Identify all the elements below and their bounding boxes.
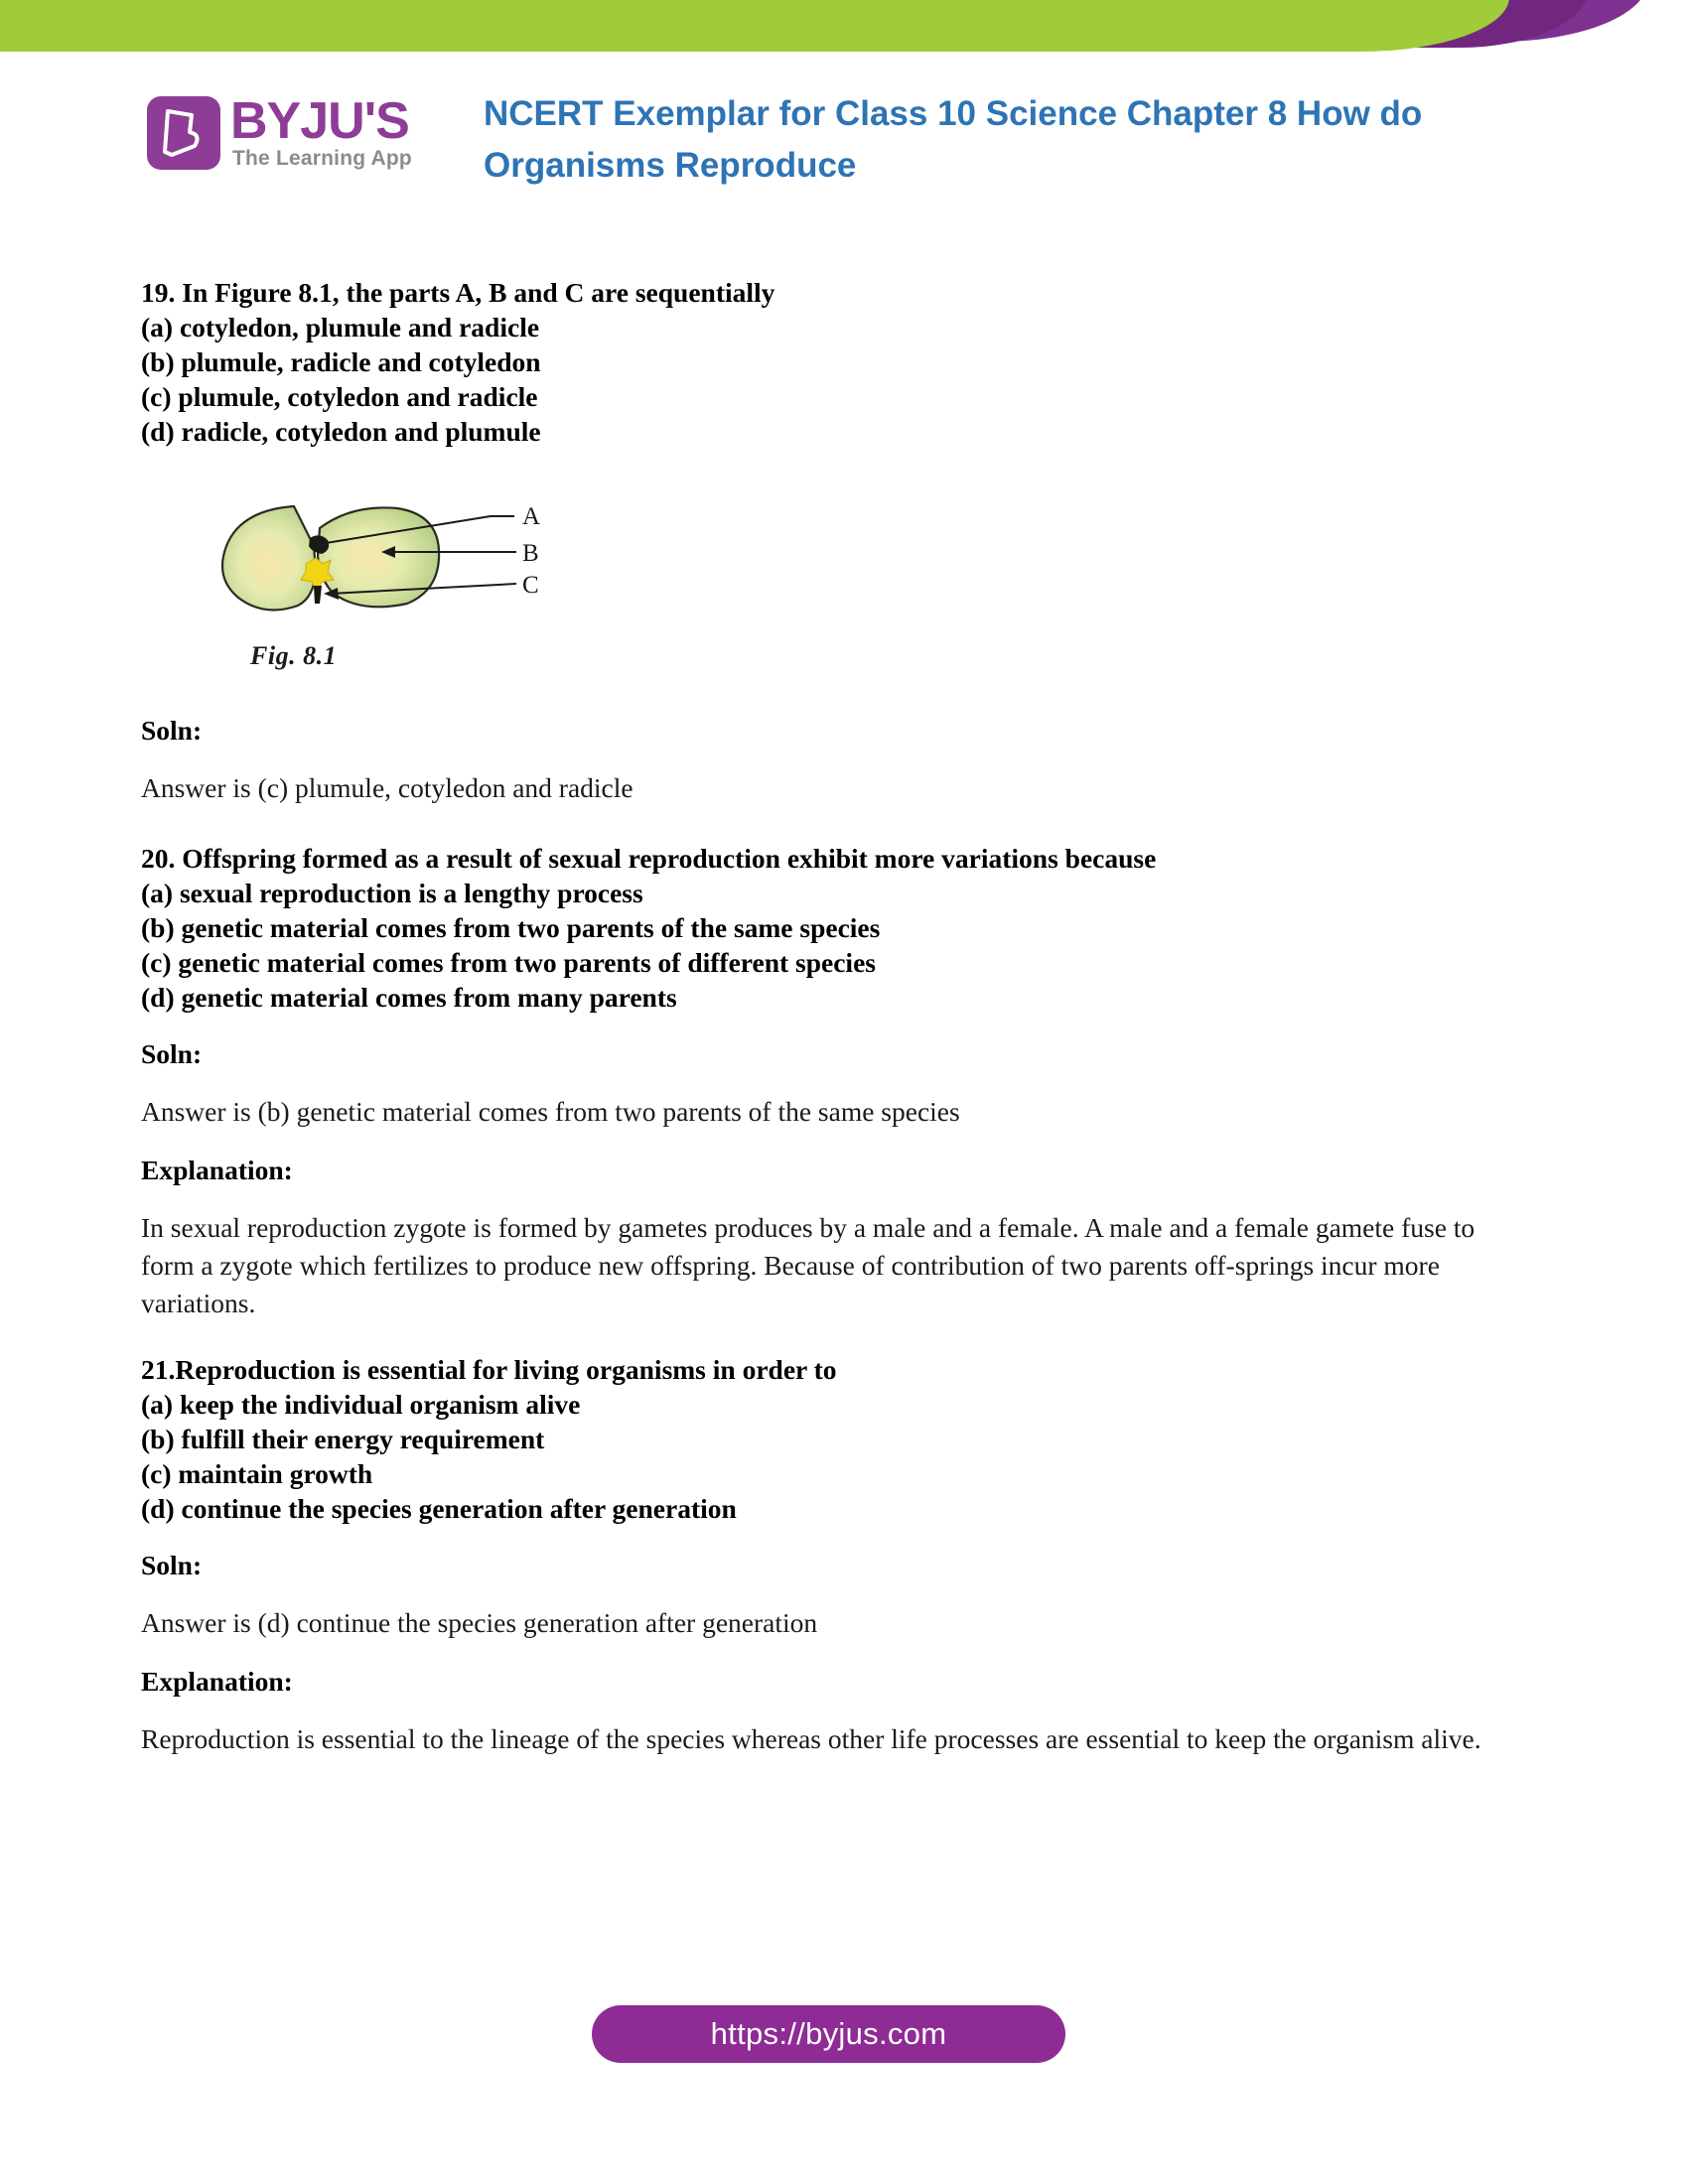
question-21-explanation-text: Reproduction is essential to the lineage of the species whereas other life processes are essential to keep the organism alive. bbox=[141, 1723, 1481, 1754]
figure-caption: Fig. 8.1 bbox=[250, 641, 338, 670]
question-19-answer: Answer is (c) plumule, cotyledon and radicle bbox=[141, 772, 633, 803]
question-20-explanation-text: In sexual reproduction zygote is formed by gametes produces by a male and a female. A male and a female gamete fuse to form a zygote which fertilizes to produce new offspring. Because of contribution of two parents off-springs incur more variations. bbox=[141, 1212, 1476, 1318]
question-20-block bbox=[141, 841, 1551, 1015]
question-19-block bbox=[141, 275, 1551, 449]
question-20-option-a: (a) sexual reproduction is a lengthy process bbox=[141, 878, 643, 908]
question-19-option-b: (b) plumule, radicle and cotyledon bbox=[141, 346, 541, 377]
question-21-option-c: (c) maintain growth bbox=[141, 1458, 373, 1489]
question-21-soln-label: Soln: bbox=[141, 1550, 203, 1580]
question-21-option-b: (b) fulfill their energy requirement bbox=[141, 1424, 545, 1454]
question-21-answer: Answer is (d) continue the species generation after generation bbox=[141, 1607, 818, 1638]
page-header bbox=[0, 94, 1688, 204]
header-decorative-band bbox=[0, 0, 1688, 71]
byjus-logo bbox=[147, 94, 445, 182]
band-green bbox=[0, 0, 1509, 52]
question-20-option-c: (c) genetic material comes from two parents of different species bbox=[141, 947, 876, 978]
question-19-option-c: (c) plumule, cotyledon and radicle bbox=[141, 381, 538, 412]
byjus-url-button[interactable] bbox=[592, 2005, 1065, 2063]
question-20-option-b: (b) genetic material comes from two parents of the same species bbox=[141, 912, 881, 943]
figure-label-b: B bbox=[522, 540, 539, 567]
question-21-stem: 21.Reproduction is essential for living organisms in order to bbox=[141, 1354, 837, 1385]
logo-tagline: The Learning App bbox=[232, 147, 412, 170]
question-21-option-a: (a) keep the individual organism alive bbox=[141, 1389, 581, 1420]
question-21-option-d: (d) continue the species generation after generation bbox=[141, 1493, 737, 1524]
question-19-option-a: (a) cotyledon, plumule and radicle bbox=[141, 312, 540, 342]
question-20-explanation-label: Explanation: bbox=[141, 1155, 293, 1185]
logo-wordmark: BYJU'S bbox=[230, 92, 409, 150]
letter-b-glyph-icon bbox=[162, 108, 204, 158]
document-body bbox=[141, 275, 1551, 1758]
page-title: NCERT Exemplar for Class 10 Science Chapter 8 How do Organisms Reproduce bbox=[484, 94, 1423, 185]
question-20-soln-label: Soln: bbox=[141, 1038, 203, 1069]
figure-8-1 bbox=[203, 494, 620, 673]
figure-label-c: C bbox=[522, 572, 539, 599]
question-19-soln-label: Soln: bbox=[141, 715, 203, 746]
figure-label-a: A bbox=[522, 503, 541, 530]
question-20-option-d: (d) genetic material comes from many parents bbox=[141, 982, 677, 1013]
logo-mark-icon bbox=[147, 96, 220, 170]
question-19-option-d: (d) radicle, cotyledon and plumule bbox=[141, 416, 541, 447]
byjus-url-label: https://byjus.com bbox=[710, 2016, 947, 2051]
seed-diagram-icon bbox=[203, 494, 620, 643]
question-21-block bbox=[141, 1352, 1551, 1526]
question-20-stem: 20. Offspring formed as a result of sexual reproduction exhibit more variations because bbox=[141, 843, 1157, 874]
question-20-answer: Answer is (b) genetic material comes from two parents of the same species bbox=[141, 1096, 960, 1127]
question-19-stem: 19. In Figure 8.1, the parts A, B and C are sequentially bbox=[141, 277, 775, 308]
question-21-explanation-label: Explanation: bbox=[141, 1666, 293, 1697]
